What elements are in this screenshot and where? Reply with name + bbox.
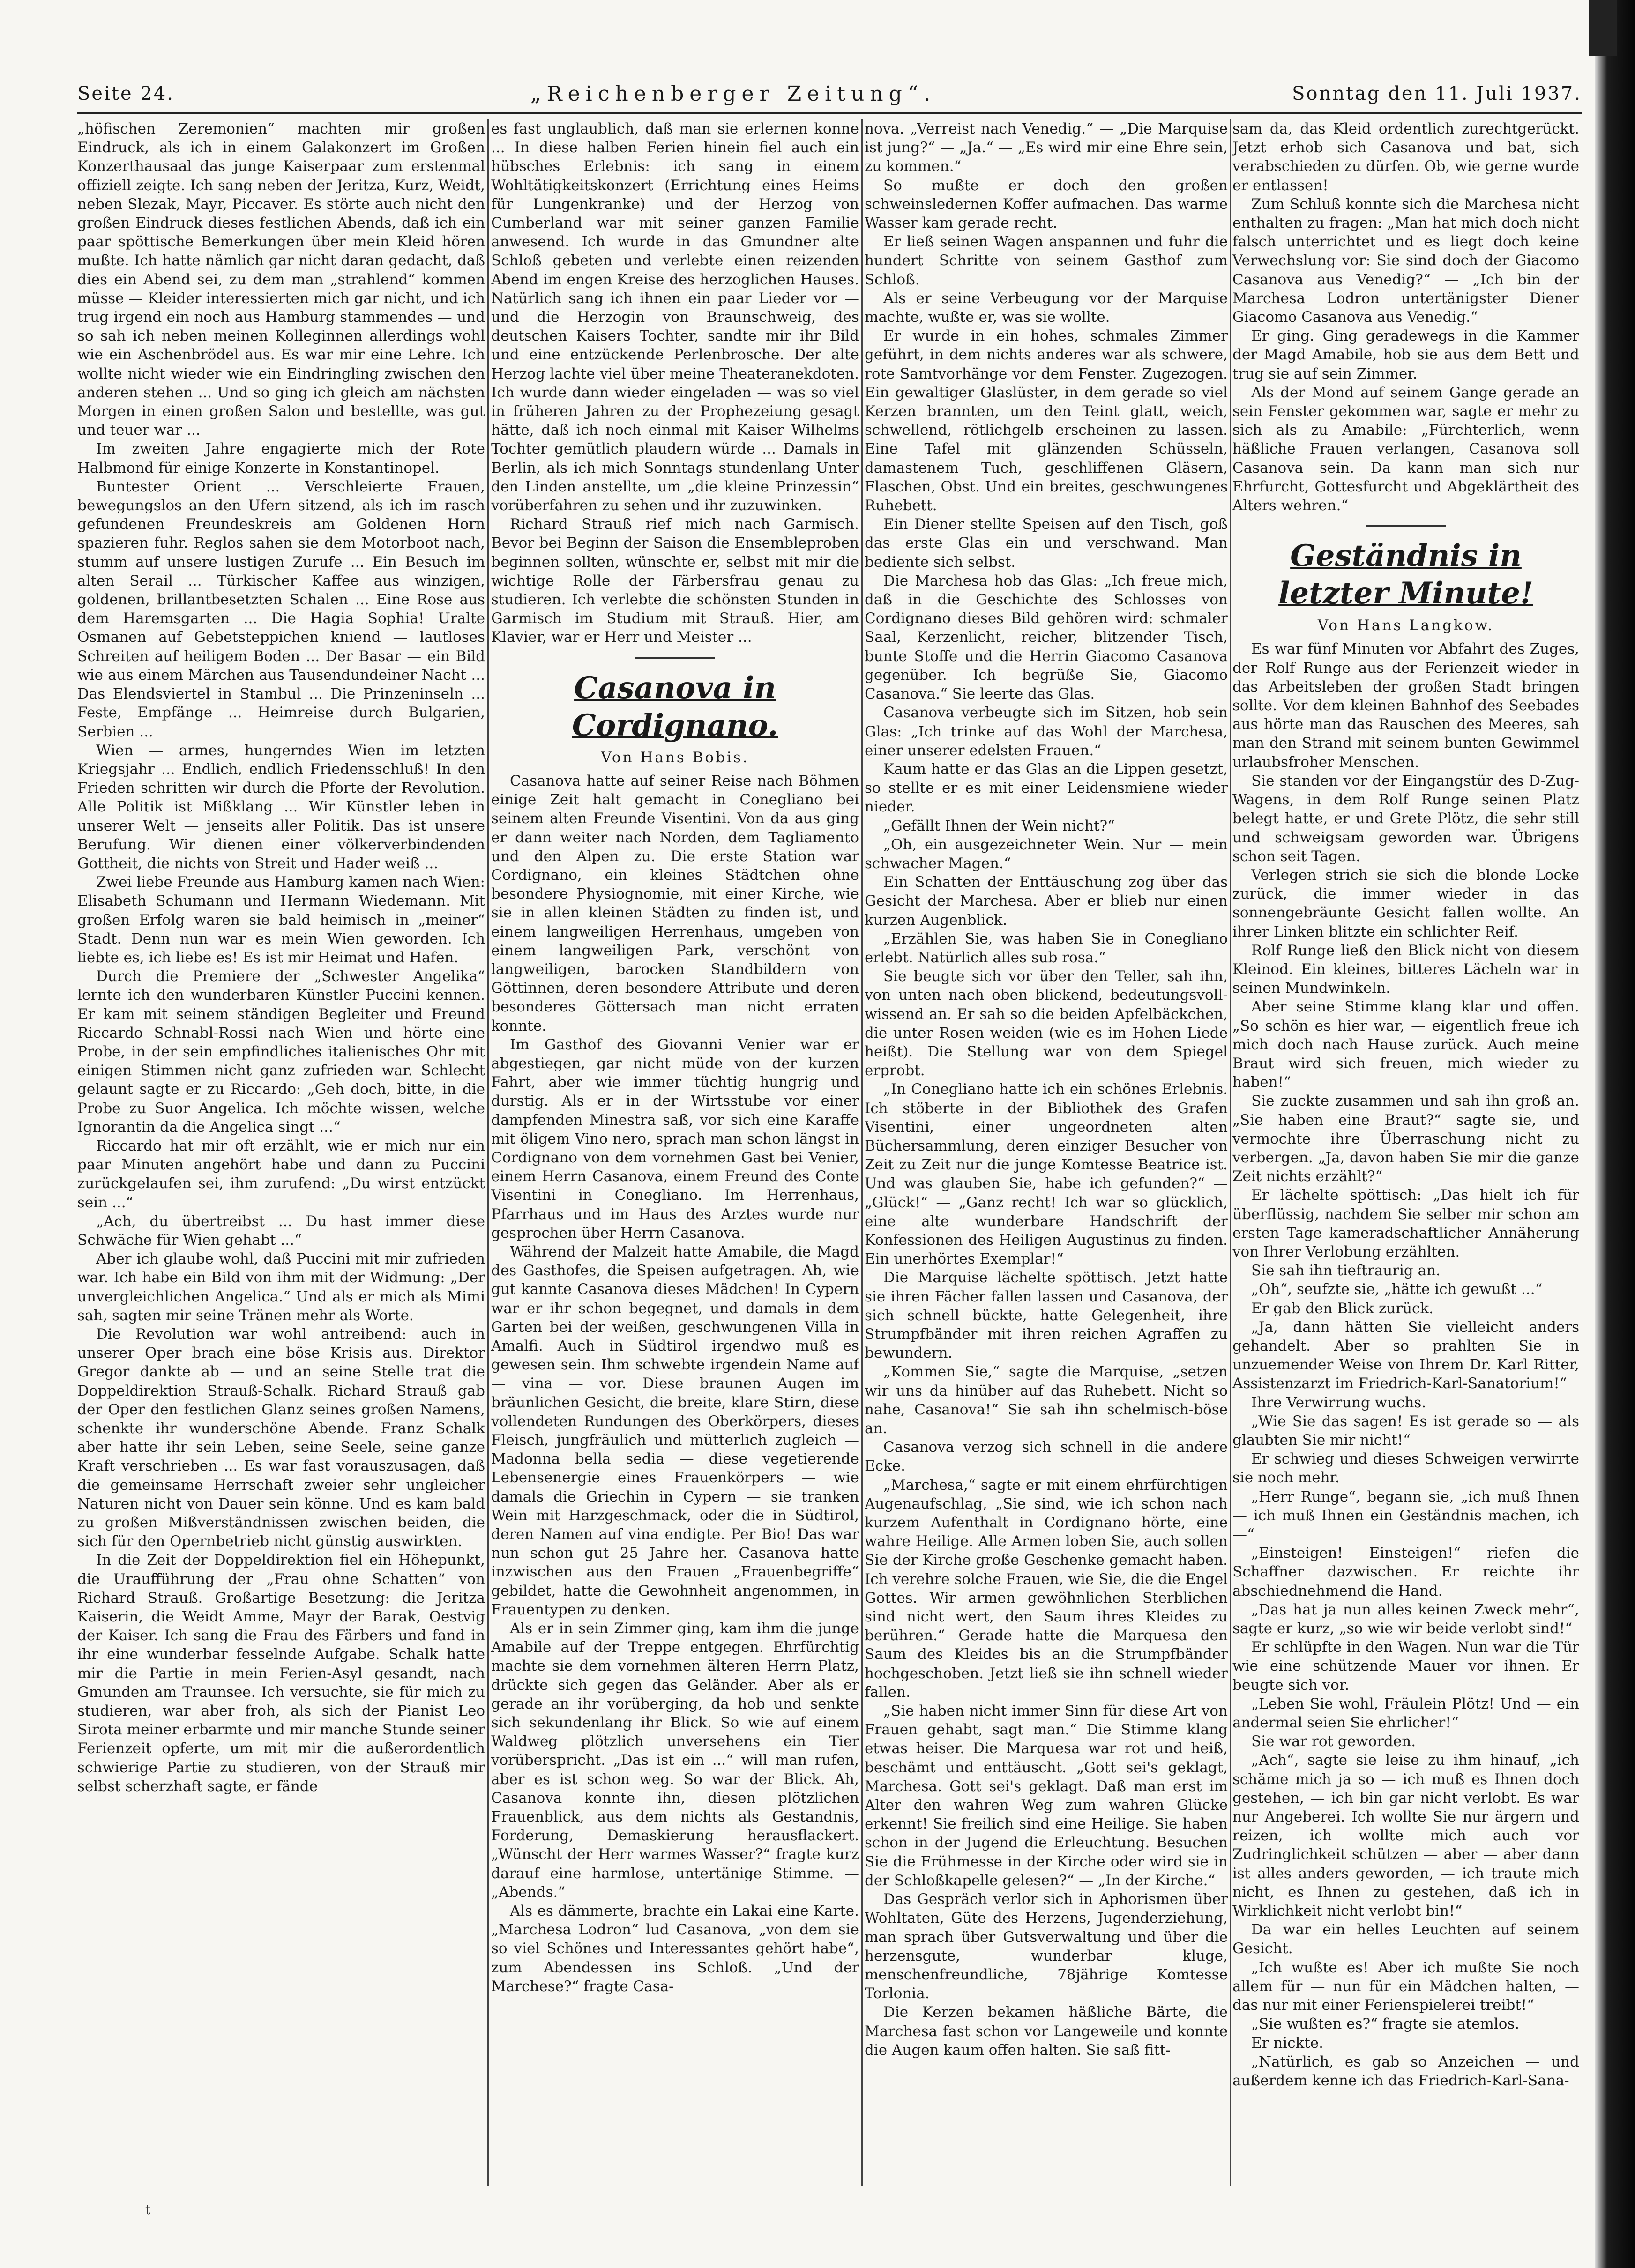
column-divider: [487, 119, 489, 2186]
paragraph: Er lächelte spöttisch: „Das hielt ich für überflüssig, nachdem Sie selber mir schon am ersten Tage kameradschaftlicher Annäherung von Ihrer Verlobung erzählten.: [1232, 1187, 1579, 1260]
paragraph: Im Gasthof des Giovanni Venier war er abgestiegen, gar nicht müde von der kurzen Fahrt, aber wie immer tüchtig hungrig und durstig. Als er in der Wirtsstube vor einer dampfenden Minestra saß, vor sich eine Karaffe mit öligem Vino nero, sprach man schon längst in Cordignano von dem vornehmen Gast bei Venier, einem Herrn Casanova, einem Freund des Conte Visentini in Conegliano. Im Herrenhaus, Pfarrhaus und im Haus des Arztes wurde nur gesprochen über Herrn Casanova.: [491, 1036, 859, 1242]
paragraph: Sie beugte sich vor über den Teller, sah ihn, von unten nach oben blickend, bedeutungsvoll-wissend an. Er sah so die beiden Apfelbäckchen, die unter Rosen weiden (wie es im Hohen Liede heißt). Die Stellung war von dem Spiegel erprobt.: [865, 968, 1228, 1079]
paragraph: Als es dämmerte, brachte ein Lakai eine Karte. „Marchesa Lodron“ lud Casanova, „von dem sie so viel Schönes und Interessantes gehört habe“, zum Abendessen ins Schloß. „Und der Marchese?“ fragte Casa-: [491, 1903, 859, 1995]
paragraph: In die Zeit der Doppeldirektion fiel ein Höhepunkt, die Uraufführung der „Frau ohne Schatten“ von Richard Strauß. Großartige Besetzung: die Jeritza Kaiserin, die Weidt Amme, Mayr der Barak, Oestvig der Kaiser. Ich sang die Frau des Färbers und fand in ihr eine wunderbar fesselnde Aufgabe. Schalk hatte mir die Partie in mein Ferien-Asyl gesandt, nach Gmunden am Traunsee. Ich versuchte, sie für mich zu studieren, war aber froh, als sich der Pianist Leo Sirota meiner erbarmte und mir manche Stunde seiner Ferienzeit opferte, um mit mir die außerordentlich schwierige Partie zu studieren, von der Strauß mir selbst scherzhaft sagte, er fände: [77, 1552, 485, 1795]
paragraph: „In Conegliano hatte ich ein schönes Erlebnis. Ich stöberte in der Bibliothek des Grafen Visentini, einer ungeordneten alten Büchersammlung, deren einziger Besucher von Zeit zu Zeit nur die junge Komtesse Beatrice ist. Und was glauben Sie, habe ich gefunden?“ — „Glück!“ — „Ganz recht! Ich war so glücklich, eine alte wunderbare Handschrift der Konfessionen des Heiligen Augustinus zu finden. Ein unerhörtes Exemplar!“: [865, 1081, 1228, 1268]
paragraph: Ein Schatten der Enttäuschung zog über das Gesicht der Marchesa. Aber er blieb nur einen kurzen Augenblick.: [865, 874, 1228, 929]
paragraph: es fast unglaublich, daß man sie erlernen konne ... In diese halben Ferien hinein fiel auch ein hübsches Erlebnis: ich sang in einem Wohltätigkeitskonzert (Errichtung eines Heims für Lungenkranke) und der Herzog von Cumberland war mit seiner ganzen Familie anwesend. Ich wurde in das Gmundner alte Schloß gebeten und verlebte einen reizenden Abend im engen Kreise des herzoglichen Hauses. Natürlich sang ich ihnen ein paar Lieder vor — und die Herzogin von Braunschweig, des deutschen Kaisers Tochter, sandte mir ihr Bild und eine entzückende Perlenbrosche. Der alte Herzog lachte viel über meine Theateranekdoten. Ich wurde dann wieder eingeladen — was so viel in früheren Jahren zu der Prophezeiung gesagt hätte, daß ich noch einmal mit Kaiser Wilhelms Tochter gemütlich plaudern würde ... Damals in Berlin, als ich mich Sonntags stundenlang Unter den Linden anstellte, um „die kleine Prinzessin“ vorüberfahren zu sehen und ihr zuzuwinken.: [491, 120, 859, 514]
paragraph: Die Marquise lächelte spöttisch. Jetzt hatte sie ihren Fächer fallen lassen und Casanova, der sich schnell bückte, hatte Gelegenheit, ihre Strumpfbänder mit ihren reichen Agraffen zu bewundern.: [865, 1269, 1228, 1362]
paragraph: „höfischen Zeremonien“ machten mir großen Eindruck, als ich in einem Galakonzert im Großen Konzerthausaal das junge Kaiserpaar zum erstenmal offiziell zeigte. Ich sang neben der Jeritza, Kurz, Weidt, neben Slezak, Mayr, Piccaver. Es störte auch nicht den großen Eindruck dieses festlichen Abends, daß ich ein paar spöttische Bemerkungen über mein Kleid hören mußte. Ich hatte nämlich gar nicht daran gedacht, daß dies ein Abend sei, zu dem man „strahlend“ kommen müsse — Kleider interessierten mich gar nicht, und ich trug irgend ein noch aus Hamburg stammendes — und so sah ich neben meinen Kolleginnen allerdings wohl wie ein Aschenbrödel aus. Es war mir eine Lehre. Ich wollte nicht wieder wie ein Eindringling zwischen den anderen stehen ... Und so ging ich gleich am nächsten Morgen in einen großen Salon und bestellte, was gut und teuer war ...: [77, 120, 485, 439]
paragraph: Ihre Verwirrung wuchs.: [1251, 1394, 1426, 1411]
paragraph: „Ich wußte es! Aber ich mußte Sie noch allem für — nun für ein Mädchen halten, — das nur mit einer Ferienspielerei treibt!“: [1232, 1959, 1579, 2014]
paragraph: Als er in sein Zimmer ging, kam ihm die junge Amabile auf der Treppe entgegen. Ehrfürchtig machte sie dem vornehmen älteren Herrn Platz, drückte sich gegen das Geländer. Aber als er gerade an ihr vorüberging, da hob und senkte sich sekundenlang ihr Blick. So wie auf einem Waldweg plötzlich unversehens ein Tier vorüberspricht. „Das ist ein ...“ will man rufen, aber es ist schon weg. So war der Blick. Ah, Casanova konnte ihn, diesen plötzlichen Frauenblick, aus dem nichts als Gestandnis, Forderung, Demaskierung herausflackert. „Wünscht der Herr warmes Wasser?“ fragte kurz darauf eine harmlose, untertänige Stimme. — „Abends.“: [491, 1620, 859, 1901]
paragraph: „Leben Sie wohl, Fräulein Plötz! Und — ein andermal seien Sie ehrlicher!“: [1232, 1695, 1579, 1732]
scan-border: [1595, 0, 1635, 2268]
paragraph: Er schlüpfte in den Wagen. Nun war die Tür wie eine schützende Mauer vor ihnen. Er beugte sich vor.: [1232, 1639, 1579, 1694]
story-byline: Von Hans Langkow.: [1317, 617, 1494, 634]
paragraph: Die Kerzen bekamen häßliche Bärte, die Marchesa fast schon vor Langeweile und konnte die Augen kaum offen halten. Sie saß fitt-: [865, 2004, 1228, 2059]
column-2: [491, 119, 859, 2190]
article-separator: [635, 657, 715, 659]
paragraph: Casanova verzog sich schnell in die andere Ecke.: [865, 1439, 1228, 1475]
story-title: Geständnis in letzter Minute!: [1278, 538, 1533, 611]
paragraph: Da war ein helles Leuchten auf seinem Gesicht.: [1232, 1921, 1579, 1957]
paragraph: „Ach“, sagte sie leise zu ihm hinauf, „ich schäme mich ja so — ich muß es Ihnen doch gestehen, — ich bin gar nicht verlobt. Es war nur Angeberei. Ich wollte Sie nur ärgern und reizen, ich wollte mich auch vor Zudringlichkeit schützen — aber — aber dann ist alles anders geworden, — ich traute mich nicht, es Ihnen zu gestehen, daß ich in Wirklichkeit nicht verlobt bin!“: [1232, 1752, 1579, 1920]
column-3: [865, 119, 1228, 2190]
paragraph: „Sie wußten es?“ fragte sie atemlos.: [1251, 2015, 1520, 2033]
paragraph: Sie standen vor der Eingangstür des D-Zug-Wagens, in dem Rolf Runge seinen Platz belegt hatte, er und Grete Plötz, die sehr still und schweigsam geworden war. Übrigens schon seit Tagen.: [1232, 772, 1579, 865]
paragraph: Er ging. Ging geradewegs in die Kammer der Magd Amabile, hob sie aus dem Bett und trug sie auf sein Zimmer.: [1232, 327, 1579, 382]
column-1: [77, 119, 485, 2190]
paragraph: Casanova verbeugte sich im Sitzen, hob sein Glas: „Ich trinke auf das Wohl der Marchesa, einer unserer edelsten Frauen.“: [865, 704, 1228, 759]
paragraph: Zwei liebe Freunde aus Hamburg kamen nach Wien: Elisabeth Schumann und Hermann Wiedemann. Mit großen Erfolg waren sie bald heimisch in „meiner“ Stadt. Denn nun war es mein Wien geworden. Ich liebte es, ich liebe es! Es ist mir Heimat und Hafen.: [77, 874, 485, 966]
paragraph: Als er seine Verbeugung vor der Marquise machte, wußte er, was sie wollte.: [865, 290, 1228, 326]
paragraph: Buntester Orient ... Verschleierte Frauen, bewegungslos an den Ufern sitzend, als ich im rasch gefundenen Freundeskreis am Goldenen Horn spazieren fuhr. Reglos sahen sie dem Motorboot nach, stumm auf unsere lustigen Zurufe ... Ein Besuch im alten Serail ... Türkischer Kaffee aus winzigen, goldenen, brillantbesetzten Schalen ... Eine Rose aus dem Haremsgarten ... Die Hagia Sophia! Uralte Osmanen auf Gebetsteppichen kniend — lautloses Schreiten auf heiligem Boden ... Der Basar — ein Bild wie aus einem Märchen aus Tausendundeiner Nacht ... Das Elendsviertel in Stambul ... Die Prinzeninseln ... Feste, Empfänge ... Heimreise durch Bulgarien, Serbien ...: [77, 478, 485, 740]
footer-mark: t: [145, 2202, 151, 2217]
paragraph: Es war fünf Minuten vor Abfahrt des Zuges, der Rolf Runge aus der Ferienzeit wieder in das Arbeitsleben der großen Stadt bringen sollte. Vor dem kleinen Bahnhof des Seebades aus hörte man das Rauschen des Meeres, sah man den Strand mit seinem bunten Gewimmel urlaubsfroher Menschen.: [1232, 640, 1579, 771]
paragraph: Im zweiten Jahre engagierte mich der Rote Halbmond für einige Konzerte in Konstantinopel.: [77, 440, 485, 476]
page-header: [77, 75, 1582, 112]
paragraph: nova. „Verreist nach Venedig.“ — „Die Marquise ist jung?“ — „Ja.“ — „Es wird mir eine Ehre sein, zu kommen.“: [865, 120, 1228, 175]
paragraph: Verlegen strich sie sich die blonde Locke zurück, die immer wieder in das sonnengebräunte Gesicht fallen wollte. An ihrer Linken blitzte ein schlichter Reif.: [1232, 866, 1579, 940]
paragraph: Das Gespräch verlor sich in Aphorismen über Wohltaten, Güte des Herzens, Jugenderziehung, man sprach über Gutsverwaltung und über die herzensgute, wunderbar kluge, menschenfreundliche, 78jährige Komtesse Torlonia.: [865, 1891, 1228, 2002]
paragraph: Casanova hatte auf seiner Reise nach Böhmen einige Zeit halt gemacht in Conegliano bei seinem alten Freunde Visentini. Von da aus ging er dann weiter nach Norden, dem Tagliamento und den Alpen zu. Die erste Station war Cordignano, ein kleines Städtchen ohne besondere Physiognomie, mit einer Kirche, wie sie in allen kleinen Städten zu finden ist, und einem langweiligen Herrenhaus, umgeben von einem langweiligen Park, verschönt von langweiligen, barocken Standbildern von Göttinnen, deren besondere Attribute und deren besonderes Göttersach man nicht erraten konnte.: [491, 772, 859, 1034]
paragraph: Er nickte.: [1251, 2034, 1323, 2052]
paragraph: „Das hat ja nun alles keinen Zweck mehr“, sagte er kurz, „so wie wir beide verlobt sind!“: [1232, 1601, 1579, 1637]
paragraph: Richard Strauß rief mich nach Garmisch. Bevor bei Beginn der Saison die Ensembleproben beginnen sollten, wünschte er, selbst mit mir die wichtige Rolle der Färbersfrau genau zu studieren. Ich verlebte die schönsten Stunden in Garmisch im Studium mit Strauß. Hier, am Klavier, war er Herr und Meister ...: [491, 516, 859, 646]
paragraph: Als der Mond auf seinem Gange gerade an sein Fenster gekommen war, sagte er mehr zu sich als zu Amabile: „Fürchterlich, wenn häßliche Frauen verlangen, Casanova soll Casanova sein. Da kann man sich nur Ehrfurcht, Gottesfurcht und Abgeklärtheit des Alters wehren.“: [1232, 384, 1579, 514]
paragraph: „Marchesa,“ sagte er mit einem ehrfürchtigen Augenaufschlag, „Sie sind, wie ich schon nach kurzem Aufenthalt in Cordignano hörte, eine wahre Heilige. Alle Armen loben Sie, auch sollen Sie der Kirche große Geschenke gemacht haben. Ich verehre solche Frauen, wie Sie, die die Engel Gottes. Wir armen gewöhnlichen Sterblichen sind nicht wert, den Saum ihres Kleides zu berühren.“ Gerade hatte die Marquesa den Saum des Kleides bis an die Strumpfbänder hochgeschoben. Jetzt ließ sie ihn schnell wieder fallen.: [865, 1476, 1228, 1701]
paragraph: Durch die Premiere der „Schwester Angelika“ lernte ich den wunderbaren Künstler Puccini kennen. Er kam mit seinem ständigen Begleiter und Freund Riccardo Schnabl-Rossi nach Wien und hörte eine Probe, in der sein empfindliches italienisches Ohr mit einigen Stimmen nicht ganz zufrieden war. Schlecht gelaunt sagte er zu Riccardo: „Geh doch, bitte, in die Probe zu Suor Angelica. Ich möchte wissen, welche Ignorantin da die Angelica singt ...“: [77, 968, 485, 1136]
paragraph: „Herr Runge“, begann sie, „ich muß Ihnen — ich muß Ihnen ein Geständnis machen, ich —“: [1232, 1488, 1579, 1543]
paragraph: „Oh, ein ausgezeichneter Wein. Nur — mein schwacher Magen.“: [865, 836, 1228, 872]
paragraph: „Sie haben nicht immer Sinn für diese Art von Frauen gehabt, sagt man.“ Die Stimme klang etwas heiser. Die Marquesa war rot und heiß, beschämt und enttäuscht. „Gott sei's geklagt, Marchesa. Gott sei's geklagt. Daß man erst im Alter den wahren Weg zum wahren Glücke erkennt! Sie freilich sind eine Heilige. Sie haben schon in der Jugend die Erleuchtung. Besuchen Sie die Frühmesse in der Kirche oder wird sie in der Schloßkapelle gelesen?“ — „In der Kirche.“: [865, 1703, 1228, 1889]
column-divider: [861, 119, 863, 2186]
paragraph: Aber ich glaube wohl, daß Puccini mit mir zufrieden war. Ich habe ein Bild von ihm mit der Widmung: „Der unvergleichlichen Angelica.“ Und als er mich als Mimi sah, sagten mir seine Tränen mehr als Worte.: [77, 1250, 485, 1324]
paragraph: „Kommen Sie,“ sagte die Marquise, „setzen wir uns da hinüber auf das Ruhebett. Nicht so nahe, Casanova!“ Sie sah ihn schelmisch-böse an.: [865, 1363, 1228, 1437]
paragraph: Aber seine Stimme klang klar und offen. „So schön es hier war, — eigentlich freue ich mich doch nach Hause zurück. Auch meine Braut wird sich freuen, mich wieder zu haben!“: [1232, 998, 1579, 1091]
paragraph: Sie zuckte zusammen und sah ihn groß an. „Sie haben eine Braut?“ sagte sie, und vermochte ihre Überraschung nicht zu verbergen. „Ja, davon haben Sie mir die ganze Zeit nichts erzählt?“: [1232, 1093, 1579, 1185]
paragraph: Sie war rot geworden.: [1251, 1733, 1416, 1750]
issue-date: Sonntag den 11. Juli 1937.: [1292, 83, 1582, 104]
paragraph: Sie sah ihn tieftraurig an.: [1251, 1262, 1441, 1279]
story-title: Casanova in Cordignano.: [572, 670, 778, 743]
paragraph: „Erzählen Sie, was haben Sie in Conegliano erlebt. Natürlich alles sub rosa.“: [865, 930, 1228, 966]
paragraph: „Natürlich, es gab so Anzeichen — und außerdem kenne ich das Friedrich-Karl-Sana-: [1232, 2053, 1579, 2089]
column-4: [1232, 119, 1579, 2190]
paragraph: Während der Malzeit hatte Amabile, die Magd des Gasthofes, die Speisen aufgetragen. Ah, wie gut kannte Casanova dieses Mädchen! In Cypern war er ihr schon begegnet, und damals in dem Garten bei der weißen, geschwungenen Villa in Amalfi. Auch in Südtirol irgendwo muß es gewesen sein. Ihm schwebte irgendein Name auf — vina — vor. Diese braunen Augen im bräunlichen Gesicht, die breite, klare Stirn, diese vollendeten Rundungen des Oberkörpers, dieses Fleisch, jungfräulich und mütterlich zugleich — Madonna bella sedia — diese vegetierende Lebensenergie eines Frauenkörpers — wie damals die Griechin in Cypern — sie tranken Wein mit Harzgeschmack, oder die in Südtirol, deren Namen auf vina endigte. Per Bio! Das war nun schon gut 25 Jahre her. Casanova hatte inzwischen aus den Frauen „Frauenbegriffe“ gebildet, hatte die Gewohnheit angenommen, in Frauentypen zu denken.: [491, 1243, 859, 1618]
paragraph: „Einsteigen! Einsteigen!“ riefen die Schaffner dazwischen. Er reichte ihr abschiednehmend die Hand.: [1232, 1545, 1579, 1599]
paragraph: Er gab den Blick zurück.: [1251, 1300, 1434, 1317]
paragraph: Die Revolution war wohl antreibend: auch in unserer Oper brach eine böse Krisis aus. Direktor Gregor dankte ab — und an seine Stelle trat die Doppeldirektion Strauß-Schalk. Richard Strauß gab der Oper den festlichen Glanz seines großen Namens, schenkte ihr wunderschöne Abende. Franz Schalk aber hatte ihr sein Leben, seine Seele, seine ganze Kraft verschrieben ... Es war fast vorauszusagen, daß die gemeinsame Herrschaft zweier sehr ungleicher Naturen nicht von Dauer sein könne. Und es kam bald zu großen Mißverständnissen zwischen beiden, die sich für den Opernbetrieb nicht günstig auswirkten.: [77, 1326, 485, 1550]
paragraph: Wien — armes, hungerndes Wien im letzten Kriegsjahr ... Endlich, endlich Friedensschluß! In den Frieden schritten wir durch die Pforte der Revolution. Alle Politik ist Mißklang ... Wir Künstler leben in unserer Welt — jenseits aller Politik. Das ist unsere Berufung. Wir dienen einer völkerverbindenden Gottheit, die nichts von Streit und Hader weiß ...: [77, 742, 485, 872]
paragraph: „Ja, dann hätten Sie vielleicht anders gehandelt. Aber so prahlten Sie in unzuemender Weise von Ihrem Dr. Karl Ritter, Assistenzarzt im Friedrich-Karl-Sanatorium!“: [1232, 1318, 1579, 1392]
header-rule: [77, 112, 1582, 114]
paragraph: „Gefällt Ihnen der Wein nicht?“: [883, 817, 1115, 834]
paragraph: „Oh“, seufzte sie, „hätte ich gewußt ...“: [1251, 1281, 1543, 1298]
story-byline: Von Hans Bobis.: [601, 749, 749, 766]
paragraph: Er ließ seinen Wagen anspannen und fuhr die hundert Schritte von seinem Gasthof zum Schloß.: [865, 233, 1228, 288]
column-divider: [1230, 119, 1231, 2186]
article-separator: [1366, 525, 1446, 527]
page-number: Seite 24.: [77, 83, 174, 104]
paragraph: Er schwieg und dieses Schweigen verwirrte sie noch mehr.: [1232, 1450, 1579, 1487]
paragraph: So mußte er doch den großen schweinsledernen Koffer aufmachen. Das warme Wasser kam gerade recht.: [865, 177, 1228, 232]
paragraph: Riccardo hat mir oft erzählt, wie er mich nur ein paar Minuten angehört habe und dann zu Puccini zurückgelaufen sei, ihm zurufend: „Du wirst entzückt sein ...“: [77, 1137, 485, 1211]
scan-border-top: [1589, 0, 1617, 56]
paragraph: Rolf Runge ließ den Blick nicht von diesem Kleinod. Ein kleines, bitteres Lächeln war in seinen Mundwinkeln.: [1232, 942, 1579, 997]
paragraph: Er wurde in ein hohes, schmales Zimmer geführt, in dem nichts anderes war als schwere, rote Samtvorhänge vor dem Fenster. Zugezogen. Ein gewaltiger Glaslüster, in dem gerade so viel Kerzen brannten, um den Teint glatt, weich, schwellend, rötlichgelb erscheinen zu lassen. Eine Tafel mit glänzenden Schüsseln, damastenem Tuch, geschliffenen Gläsern, Flaschen, Obst. Und ein breites, geschwungenes Ruhebett.: [865, 327, 1228, 514]
paragraph: Ein Diener stellte Speisen auf den Tisch, goß das erste Glas ein und verschwand. Man bediente sich selbst.: [865, 516, 1228, 571]
paragraph: Die Marchesa hob das Glas: „Ich freue mich, daß in die Geschichte des Schlosses von Cordignano dieses Bild gehören wird: schmaler Saal, Kerzenlicht, reicher, blitzender Tisch, bunte Stoffe und die Herrin Giacomo Casanova gegenüber. Ich begrüße Sie, Giacomo Casanova.“ Sie leerte das Glas.: [865, 572, 1228, 703]
paragraph: sam da, das Kleid ordentlich zurechtgerückt. Jetzt erhob sich Casanova und bat, sich verabschieden zu dürfen. Ob, wie gerne wurde er entlassen!: [1232, 120, 1579, 194]
paragraph: Zum Schluß konnte sich die Marchesa nicht enthalten zu fragen: „Man hat mich doch nicht falsch unterrichtet und es liegt doch keine Verwechslung vor: Sie sind doch der Giacomo Casanova aus Venedig?“ — „Ich bin der Marchesa Lodron untertänigster Diener Giacomo Casanova aus Venedig.“: [1232, 195, 1579, 326]
newspaper-title: „Reichenberger Zeitung“.: [530, 82, 936, 106]
paragraph: Kaum hatte er das Glas an die Lippen gesetzt, so stellte er es mit einer Leidensmiene wieder nieder.: [865, 760, 1228, 816]
paragraph: „Ach, du übertreibst ... Du hast immer diese Schwäche für Wien gehabt ...“: [77, 1212, 485, 1249]
paragraph: „Wie Sie das sagen! Es ist gerade so — als glaubten Sie mir nicht!“: [1232, 1413, 1579, 1449]
